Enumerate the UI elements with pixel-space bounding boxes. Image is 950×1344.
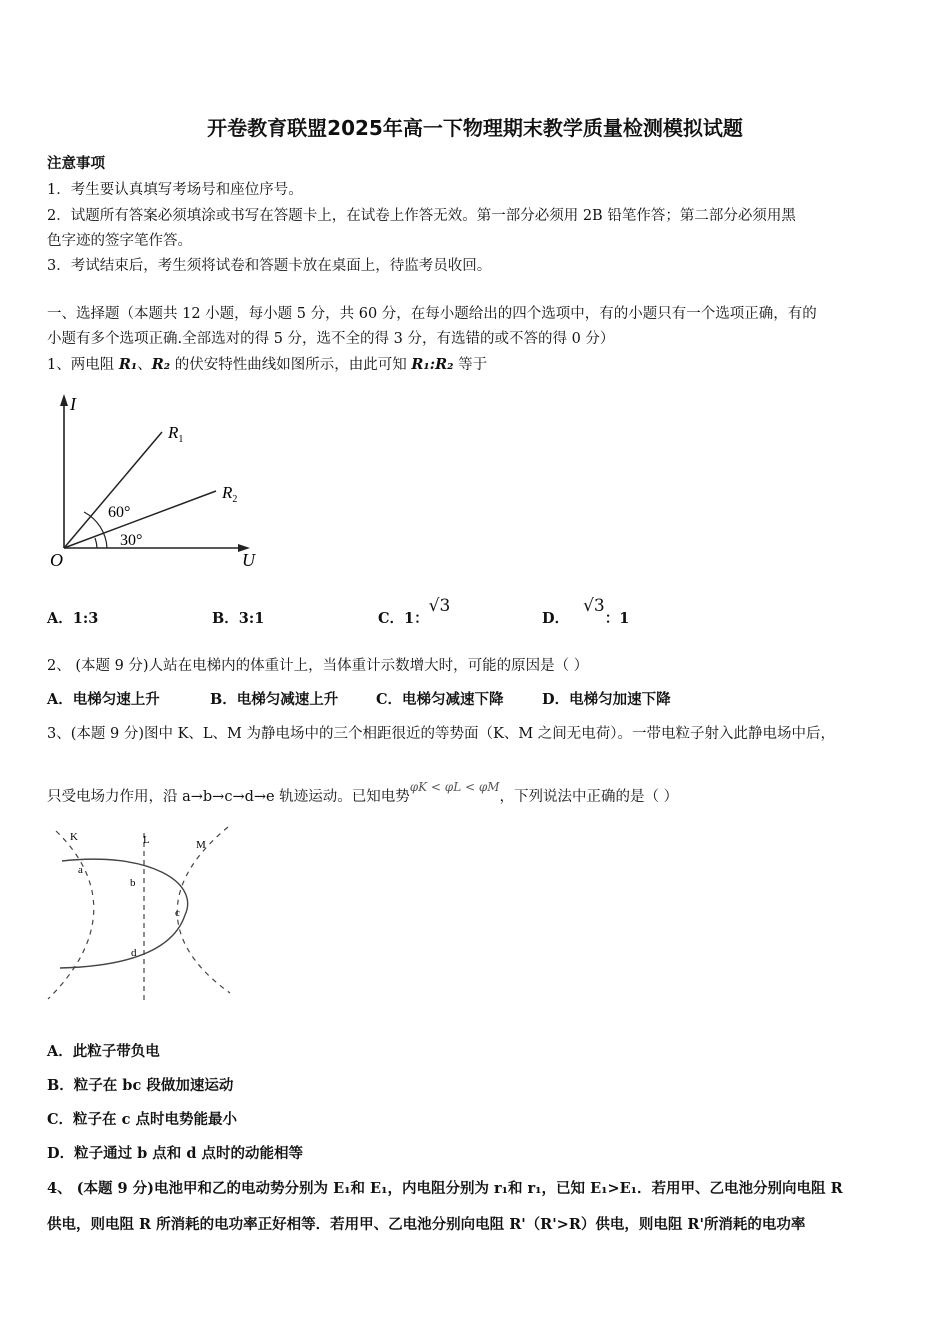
- q2-option-d[interactable]: D．电梯匀加速下降: [542, 691, 671, 708]
- r2-label-main: R: [222, 483, 233, 502]
- q1-option-c[interactable]: [378, 596, 451, 628]
- q2-option-c[interactable]: C．电梯匀减速下降: [376, 691, 504, 708]
- q1-suffix: 等于: [453, 357, 488, 373]
- q3-option-b[interactable]: B．粒子在 bc 段做加速运动: [47, 1077, 234, 1094]
- angle-60-label: 60°: [108, 504, 131, 521]
- q1-ratio: R₁:R₂: [411, 356, 454, 373]
- point-d: d: [131, 947, 137, 959]
- origin-label: O: [50, 550, 63, 570]
- equipotential-k: [48, 831, 94, 999]
- q3-stem-post: ，下列说法中正确的是（ ）: [499, 789, 679, 805]
- q1-option-d-sqrt: √3: [583, 596, 605, 616]
- q1-option-b[interactable]: B．3:1: [212, 610, 265, 627]
- r2-label: [221, 483, 237, 505]
- q3-option-a[interactable]: A．此粒子带负电: [47, 1043, 160, 1060]
- notice-item-1: 1．考生要认真填写考场号和座位序号。: [47, 182, 303, 198]
- q1-r2: R₂: [151, 356, 171, 373]
- q1-option-d[interactable]: [542, 596, 630, 628]
- q1-prefix: 1、两电阻: [47, 357, 119, 373]
- q1-stem: [47, 353, 487, 374]
- u-axis-label: U: [242, 550, 255, 570]
- iv-curve-figure: [40, 388, 280, 573]
- q3-potential-relation: φK < φL < φM: [409, 780, 500, 794]
- point-b: b: [130, 877, 136, 889]
- label-m: M: [196, 839, 206, 851]
- q1-r1: R₁: [118, 356, 138, 373]
- q2-stem: 2、 (本题 9 分)人站在电梯内的体重计上，当体重计示数增大时，可能的原因是（ ）: [47, 658, 589, 674]
- q3-option-d[interactable]: D．粒子通过 b 点和 d 点时的动能相等: [47, 1145, 304, 1162]
- r1-label: [167, 423, 183, 445]
- q3-stem-line2: [47, 780, 679, 806]
- q2-option-a[interactable]: A．电梯匀速上升: [47, 691, 160, 708]
- q1-option-d-label: D．: [542, 610, 570, 627]
- i-axis-arrow-icon: [60, 394, 68, 406]
- equipotential-figure: [40, 823, 240, 1008]
- point-a: a: [78, 864, 83, 876]
- q3-stem-line1: 3、(本题 9 分)图中 K、L、M 为静电场中的三个相距很近的等势面（K、M 之间无电荷）。一带电粒子射入此静电场中后，: [47, 726, 836, 742]
- notice-item-2: 2．试题所有答案必须填涂或书写在答题卡上，在试卷上作答无效。第一部分必须用 2B 铅笔作答；第二部分必须用黑: [47, 208, 796, 224]
- q3-option-c[interactable]: C．粒子在 c 点时电势能最小: [47, 1111, 237, 1128]
- q4-stem-line1: 4、 (本题 9 分)电池甲和乙的电动势分别为 E₁和 E₁，内电阻分别为 r₁和 r₁，已知 E₁>E₁．若用甲、乙电池分别向电阻 R: [47, 1180, 843, 1197]
- label-k: K: [70, 831, 78, 843]
- q4-stem-line2: 供电，则电阻 R 所消耗的电功率正好相等．若用甲、乙电池分别向电阻 R'（R'>R）供电，则电阻 R'所消耗的电功率: [47, 1216, 806, 1233]
- notice-item-3: 3．考试结束后，考生须将试卷和答题卡放在桌面上，待监考员收回。: [47, 258, 492, 274]
- q3-stem-pre: 只受电场力作用，沿 a→b→c→d→e 轨迹运动。已知电势: [47, 789, 410, 805]
- q1-option-c-label: C．1：: [378, 610, 429, 627]
- q1-option-d-tail: ：1: [604, 610, 630, 627]
- notice-item-2-cont: 色字迹的签字笔作答。: [47, 233, 192, 249]
- q1-option-a[interactable]: A．1:3: [47, 610, 99, 627]
- notice-heading: 注意事项: [47, 155, 105, 172]
- r1-label-main: R: [168, 423, 179, 442]
- q1-mid: 的伏安特性曲线如图所示，由此可知: [170, 357, 412, 373]
- angle-60-arc: [84, 512, 107, 548]
- q2-option-b[interactable]: B．电梯匀减速上升: [210, 691, 339, 708]
- page-title: 开卷教育联盟2025年高一下物理期末教学质量检测模拟试题: [207, 116, 743, 140]
- angle-30-label: 30°: [120, 532, 143, 549]
- q1-option-c-sqrt: √3: [428, 596, 451, 616]
- r2-label-sub: 2: [232, 494, 238, 505]
- section1-instructions-line1: 一、选择题（本题共 12 小题，每小题 5 分，共 60 分，在每小题给出的四个选项中，有的小题只有一个选项正确，有的: [47, 306, 817, 322]
- r1-line: [64, 432, 162, 548]
- section1-instructions-line2: 小题有多个选项正确.全部选对的得 5 分，选不全的得 3 分，有选错的或不答的得 0 分）: [47, 331, 615, 347]
- q1-sep: 、: [137, 357, 152, 373]
- i-axis-label: I: [70, 394, 76, 414]
- equipotential-m: [177, 827, 230, 993]
- point-c: c: [175, 907, 180, 919]
- angle-30-arc: [95, 538, 97, 548]
- r1-label-sub: 1: [178, 434, 184, 445]
- label-l: L: [143, 834, 150, 846]
